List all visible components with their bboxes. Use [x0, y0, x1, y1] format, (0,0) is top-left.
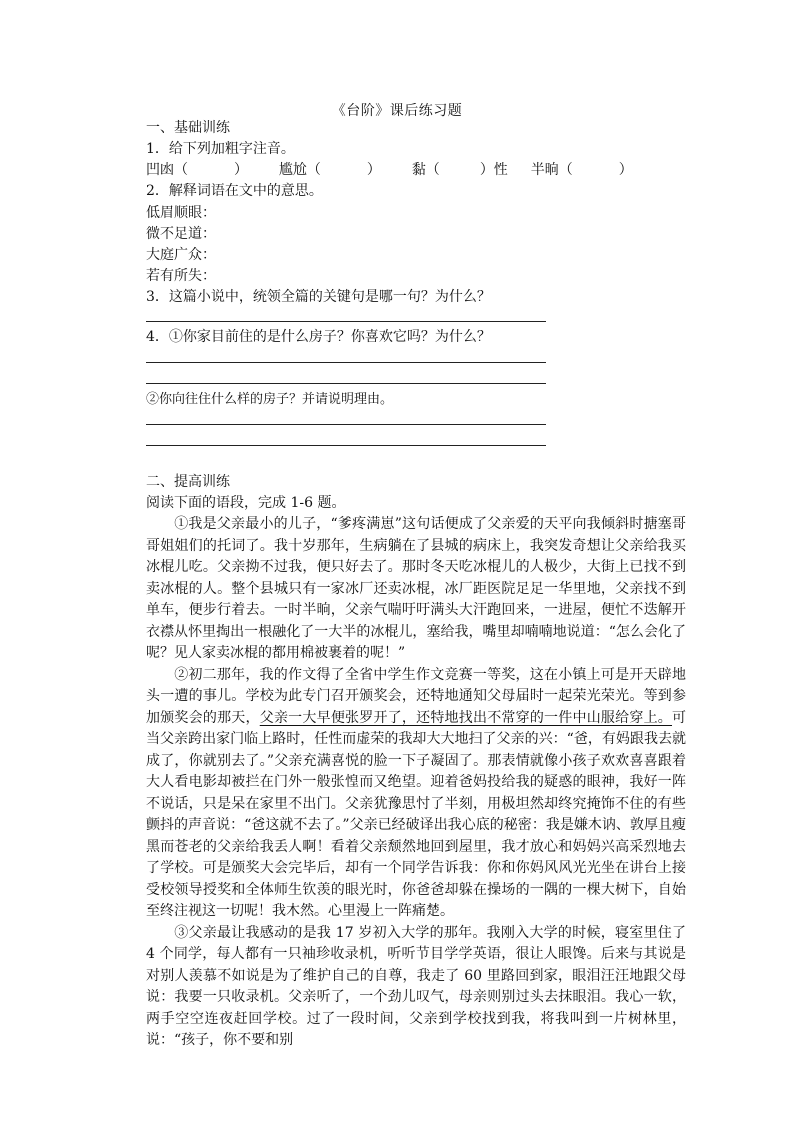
paragraph-3-text: ③父亲最让我感动的是我 17 岁初入大学的那年。我刚入大学的时候，寝室里住了 4 个同学，每人都有一只袖珍收录机，听听节目学学英语，很让人眼馋。后来与其说是对别人羡慕不如说是为了维护自己的自尊，我走了 60 里路回到家，眼泪汪汪地跟父母说：我要一只收录机。父亲听了，一个劲儿叹气，母亲则别过头去抹眼泪。我心一软，两手空空连夜赶回学校。过了一段时间，父亲到学校找到我，将我叫到一片树林里，说：“孩子，你不要和别	[146, 924, 686, 1048]
passage-paragraph-2	[146, 665, 686, 923]
pinyin-item-1-close: ）	[234, 162, 248, 178]
pinyin-item-4-close: ）	[618, 162, 633, 178]
answer-line	[146, 321, 546, 322]
answer-line	[146, 362, 546, 363]
document-title: 《台阶》课后练习题	[331, 103, 463, 119]
pinyin-item-4-open: 半晌（	[530, 162, 573, 178]
question-3: 3．这篇小说中，统领全篇的关键句是哪一句？为什么？	[146, 289, 491, 305]
pinyin-item-3-close: ）性	[479, 162, 508, 178]
paragraph-2-text-a: ②初二那年，我的作文得了全省中学生作文竞赛一等奖，这在小镇上可是开天辟地头一遭的事儿。学校为此专门召开颁奖会，还特地通知父母届时一起荣光荣光。等到参加颁奖会的那天，	[146, 666, 686, 726]
reading-instruction: 阅读下面的语段，完成 1-6 题。	[146, 495, 346, 511]
pinyin-item-2-close: ）	[366, 162, 381, 178]
answer-line	[146, 445, 546, 446]
passage-paragraph-3	[146, 923, 686, 1052]
question-1: 1．给下列加粗字注音。	[146, 141, 295, 157]
pinyin-item-3-open: 黏（	[411, 162, 440, 178]
passage-paragraph-1	[146, 514, 686, 665]
paragraph-2-underlined-sentence: 父亲一大早便张罗开了，还特地找出不常穿的一件中山服给穿上。	[259, 709, 673, 726]
pinyin-items-row	[146, 160, 633, 180]
question-4-part-1: 4．①你家目前住的是什么房子？你喜欢它吗？为什么？	[146, 329, 491, 345]
reading-passage	[146, 514, 686, 1052]
paragraph-2-text-b: 可当父亲跨出家门临上路时，任性而虚荣的我却大大地扫了父亲的兴：“爸，有妈跟我去就成了，你就别去了。”父亲充满喜悦的脸一下子凝固了。那表情就像小孩子欢欢喜喜跟着大人看电影却被拦在门外一般张惶而又绝望。迎着爸妈投给我的疑惑的眼神，我好一阵不说话，只是呆在家里不出门。父亲犹豫思忖了半刻，用极坦然却终究掩饰不住的有些颤抖的声音说：“爸这就不去了。”父亲已经破译出我心底的秘密：我是嫌木讷、敦厚且瘦黑而苍老的父亲给我丢人啊！看着父亲颓然地回到屋里，我才放心和妈妈兴高采烈地去了学校。可是颁奖大会完毕后，却有一个同学告诉我：你和你妈风风光光坐在讲台上接受校领导授奖和全体师生钦羡的眼光时，你爸爸却躲在操场的一隅的一棵大树下，自始至终注视这一切呢！我木然。心里漫上一阵痛楚。	[146, 709, 687, 919]
answer-line	[146, 424, 546, 425]
paragraph-1-text: ①我是父亲最小的儿子，“爹疼满崽”这句话便成了父亲爱的天平向我倾斜时搪塞哥哥姐姐们的托词了。我十岁那年，生病躺在了县城的病床上，我突发奇想让父亲给我买冰棍儿吃。父亲拗不过我，便只好去了。那时冬天吃冰棍儿的人极少，大街上已找不到卖冰棍的人。整个县城只有一家冰厂还卖冰棍，冰厂距医院足足一华里地，父亲找不到单车，便步行着去。一时半晌，父亲气喘吁吁满头大汗跑回来，一进屋，便忙不迭解开衣襟从怀里掏出一根融化了一大半的冰棍儿，塞给我，嘴里却喃喃地说道：“怎么会化了呢？见人家卖冰棍的都用棉被裹着的呢！”	[146, 516, 686, 661]
pinyin-item-2-open: 尴尬（	[278, 162, 321, 178]
question-2: 2．解释词语在文中的意思。	[146, 183, 323, 199]
pinyin-item-1-open: 凹凼（	[146, 162, 188, 178]
term-1: 低眉顺眼：	[146, 205, 216, 221]
term-4: 若有所失：	[146, 268, 216, 284]
answer-line	[146, 383, 546, 384]
section1-heading: 一、基础训练	[146, 120, 230, 136]
section2-heading: 二、提高训练	[146, 474, 230, 490]
term-2: 微不足道：	[146, 226, 216, 242]
question-4-part-2: ②你向往住什么样的房子？并请说明理由。	[146, 392, 394, 407]
term-3: 大庭广众：	[146, 247, 216, 263]
